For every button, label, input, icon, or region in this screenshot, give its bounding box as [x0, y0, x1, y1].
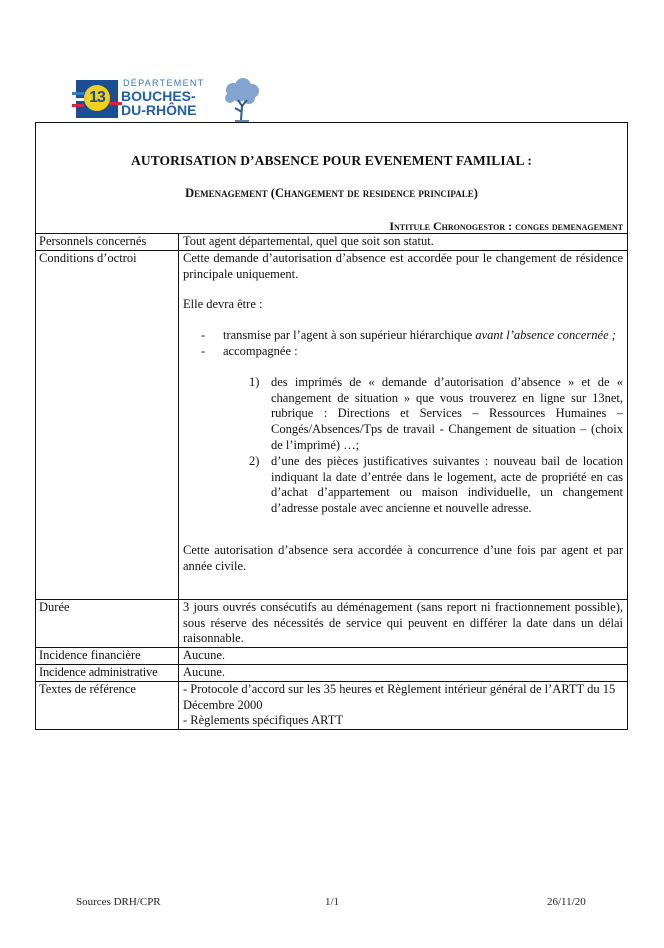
footer-date: 26/11/20: [547, 896, 586, 908]
table-row-textes-reference: [36, 682, 627, 729]
bullet-italic-text: avant l’absence concernée ;: [475, 328, 616, 343]
footer-source: Sources DRH/CPR: [76, 896, 161, 908]
conditions-intro: Cette demande d’autorisation d’absence est accordée pour le changement de résidence principale uniquement.: [183, 250, 623, 281]
row-value: 3 jours ouvrés consécutifs au déménagement (sans report ni fractionnement possible), sous réserve des nécessités de service qui peuvent en différer la date dans un délai raisonnable.: [183, 599, 623, 646]
row-value: Aucune.: [183, 648, 225, 663]
row-value: [179, 682, 627, 729]
table-row-personnels: [36, 234, 627, 251]
row-value: Tout agent départemental, quel que soit son statut.: [183, 234, 434, 248]
row-label: Incidence financière: [36, 648, 179, 664]
chronogestor-label: Intitule Chronogestor : conges demenagement: [389, 219, 623, 233]
item-text: des imprimés de « demande d’autorisation d’absence » et de « changement de situation » que vous trouverez en ligne sur 13net, rubrique : Directions et Services – Ressources Humaines – Congés/Absences/Tps de travail - Changement de situation – (choix de l’imprimé) …;: [271, 374, 623, 452]
bullet-text: transmise par l’agent à son supérieur hiérarchique: [223, 328, 476, 343]
item-number: 2): [249, 453, 260, 468]
conditions-numbered-list: [183, 375, 623, 517]
logo-13-circle: [84, 85, 110, 111]
table-row-duree: [36, 600, 627, 648]
table-row-incidence-administrative: [36, 665, 627, 682]
item-number: 1): [249, 374, 260, 389]
logo-bouches-text: BOUCHES-: [121, 88, 196, 104]
document-table: [35, 122, 628, 730]
logo-stripe-red: [72, 104, 84, 107]
list-item: [183, 375, 623, 454]
row-label: Durée: [36, 600, 179, 647]
table-row-incidence-financiere: [36, 648, 627, 665]
list-item: [183, 344, 623, 360]
footer-page-number: 1/1: [325, 896, 340, 908]
logo-stripe-white: [72, 98, 84, 101]
logo-du-rhone-text: DU-RHÔNE: [121, 102, 197, 118]
conditions-closing: Cette autorisation d’absence sera accordée à concurrence d’une fois par agent et par année civile.: [183, 542, 623, 573]
logo-stripe-blue: [72, 92, 84, 95]
reference-line-1: - Protocole d’accord sur les 35 heures et Règlement intérieur général de l’ARTT du 15 Décembre 2000: [183, 681, 616, 712]
row-label: Textes de référence: [36, 682, 179, 729]
list-item: [183, 454, 623, 517]
row-label: Conditions d’octroi: [36, 251, 179, 599]
row-value: [179, 251, 627, 599]
bullet-text: accompagnée :: [223, 343, 298, 358]
department-logo: [76, 78, 266, 122]
row-value: Aucune.: [183, 664, 225, 679]
conditions-dash-list: [183, 328, 623, 360]
item-text: d’une des pièces justificatives suivantes : nouveau bail de location indiquant la date d’entrée dans le logement, acte de propriété en cas d’achat d’appartement ou maison individuelle, un changement d’adresse postale avec ancienne et nouvelle adresse.: [271, 453, 623, 516]
logo-departement-text: DÉPARTEMENT: [123, 78, 205, 88]
row-label: Personnels concernés: [36, 234, 179, 250]
table-header: [36, 123, 627, 234]
olive-tree-icon: [221, 78, 261, 122]
conditions-devra: Elle devra être :: [183, 297, 263, 312]
logo-13-badge: [76, 80, 118, 118]
document-title: AUTORISATION D’ABSENCE POUR EVENEMENT FAMILIAL :: [131, 153, 532, 168]
list-item: [183, 328, 623, 344]
row-label: Incidence administrative: [36, 665, 179, 681]
table-row-conditions: [36, 251, 627, 600]
reference-line-2: - Règlements spécifiques ARTT: [183, 713, 343, 728]
logo-wordmark: [121, 78, 204, 117]
document-subtitle: Demenagement (Changement de residence principale): [185, 186, 478, 200]
logo-number: 13: [89, 89, 105, 106]
